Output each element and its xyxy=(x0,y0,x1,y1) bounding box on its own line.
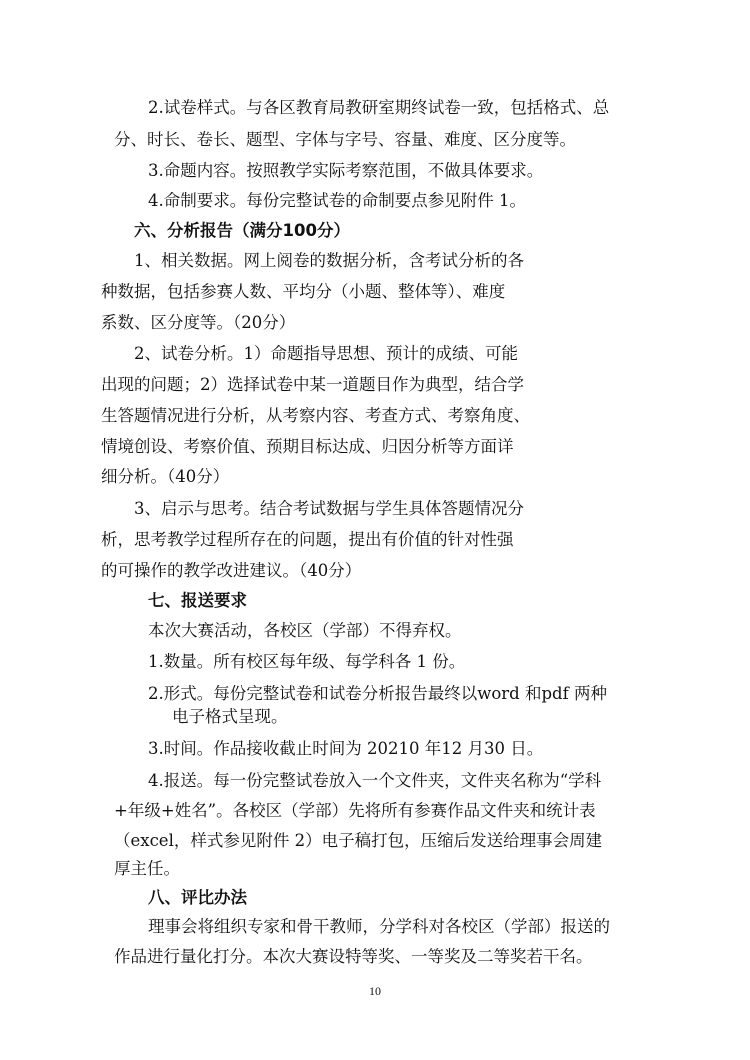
paragraph-line: 细分析。（40分） xyxy=(101,467,230,486)
paragraph-line: （excel，样式参见附件 2）电子稿打包，压缩后发送给理事会周建 xyxy=(114,831,603,850)
paragraph-line: 理事会将组织专家和骨干教师，分学科对各校区（学部）报送的 xyxy=(148,917,610,936)
section-heading-7: 七、报送要求 xyxy=(148,591,247,610)
section-heading-8: 八、评比办法 xyxy=(148,888,247,907)
paragraph-line: 出现的问题；2）选择试卷中某一道题目作为典型，结合学 xyxy=(101,375,524,394)
paragraph-line: 作品进行量化打分。本次大赛设特等奖、一等奖及二等奖若干名。 xyxy=(114,947,593,966)
paragraph-line: 2.试卷样式。与各区教育局教研室期终试卷一致，包括格式、总 xyxy=(148,98,610,117)
paragraph-line: 2.形式。每份完整试卷和试卷分析报告最终以word 和pdf 两种 xyxy=(148,684,607,703)
section-heading-6: 六、分析报告（满分100分） xyxy=(134,221,350,240)
paragraph-line: 3、启示与思考。结合考试数据与学生具体答题情况分 xyxy=(134,499,524,518)
paragraph-line: 分、时长、卷长、题型、字体与字号、容量、难度、区分度等。 xyxy=(114,130,576,149)
paragraph-line: 电子格式呈现。 xyxy=(172,707,288,726)
paragraph-line: 4.报送。每一份完整试卷放入一个文件夹，文件夹名称为“学科 xyxy=(148,771,602,790)
paragraph-line: 系数、区分度等。（20分） xyxy=(101,313,296,332)
paragraph-line: 1.数量。所有校区每年级、每学科各 1 份。 xyxy=(148,652,466,671)
paragraph-line: 情境创设、考察价值、预期目标达成、归因分析等方面详 xyxy=(101,437,514,456)
paragraph-line: 3.命题内容。按照教学实际考察范围，不做具体要求。 xyxy=(148,161,544,180)
paragraph-line: 种数据，包括参赛人数、平均分（小题、整体等）、难度 xyxy=(101,282,506,301)
paragraph-line: 4.命制要求。每份完整试卷的命制要点参见附件 1。 xyxy=(148,191,526,210)
page-number: 10 xyxy=(369,984,381,998)
paragraph-line: 1、相关数据。网上阅卷的数据分析，含考试分析的各 xyxy=(134,251,524,270)
paragraph-line: 2、试卷分析。1）命题指导思想、预计的成绩、可能 xyxy=(134,344,518,363)
paragraph-line: 3.时间。作品接收截止时间为 20210 年12 月30 日。 xyxy=(148,739,544,758)
paragraph-line: 生答题情况进行分析，从考察内容、考查方式、考察角度、 xyxy=(101,406,530,425)
paragraph-line: 析，思考教学过程所存在的问题，提出有价值的针对性强 xyxy=(101,530,514,549)
paragraph-line: 本次大赛活动，各校区（学部）不得弃权。 xyxy=(148,621,462,640)
paragraph-line: +年级+姓名”。各校区（学部）先将所有参赛作品文件夹和统计表 xyxy=(114,801,596,820)
paragraph-line: 厚主任。 xyxy=(114,859,180,878)
paragraph-line: 的可操作的教学改进建议。（40分） xyxy=(101,561,362,580)
